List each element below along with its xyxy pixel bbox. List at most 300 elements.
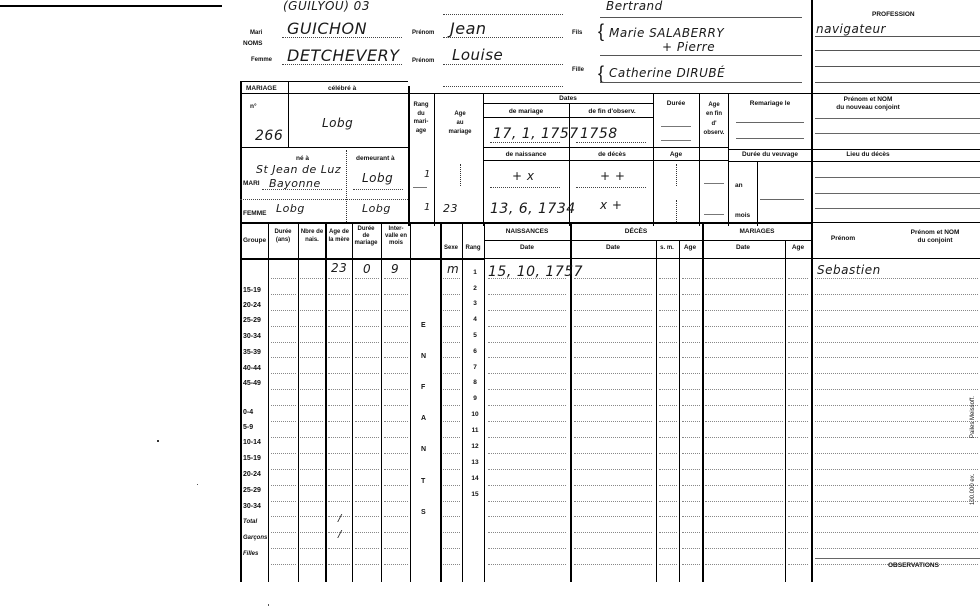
row-rule [384, 342, 408, 343]
mari-age-dots-2 [676, 164, 677, 186]
enfants-letter: A [421, 415, 427, 422]
row-rule [705, 485, 783, 486]
rang-number: 11 [471, 427, 479, 434]
row-rule [488, 389, 566, 390]
rang-number: 3 [473, 300, 477, 307]
groupe-row: 0-4 [243, 409, 254, 416]
row-rule [488, 310, 566, 311]
row-rule [271, 389, 296, 390]
row-rule [488, 469, 566, 470]
fils-line-2 [600, 55, 802, 56]
row-rule [328, 548, 350, 549]
enfants-letter: T [421, 478, 426, 485]
femme-name-line [282, 64, 402, 65]
naissance-label: de naissance [505, 151, 547, 158]
row-rule [443, 437, 460, 438]
row-rule [355, 437, 379, 438]
row-rule [384, 421, 408, 422]
row-rule [355, 326, 379, 327]
groupe-row: 20-24 [243, 471, 261, 478]
remariage-col-left [728, 93, 729, 226]
mariages-head-rule [702, 240, 811, 241]
row-rule [328, 469, 350, 470]
col-deces-date-right [656, 240, 657, 582]
fils-line-1 [600, 17, 802, 18]
row-rule [271, 357, 296, 358]
row-rule [355, 469, 379, 470]
remariage-line-1 [736, 122, 804, 123]
femme-demeure: Lobg [362, 202, 391, 215]
row-rule [355, 294, 379, 295]
row-rule [488, 373, 566, 374]
prenom-femme: Louise [452, 46, 504, 64]
row-rule [682, 564, 700, 565]
groupe-label: Groupe [243, 237, 267, 244]
col-nbre-right [325, 222, 327, 582]
rang-col-label: Rang [465, 245, 481, 251]
row-rule [488, 342, 566, 343]
groupe-row: 15-19 [243, 455, 261, 462]
lower-left-border [240, 222, 242, 582]
col-deces-right [702, 222, 704, 582]
row-rule [788, 501, 808, 502]
row-rule [574, 501, 652, 502]
rang-number: 4 [473, 316, 477, 323]
row-rule [659, 373, 677, 374]
row-rule [659, 437, 677, 438]
naissance-date-value: 15, 10, 1757 [488, 264, 584, 280]
row-rule [815, 342, 978, 343]
row-rule [788, 278, 808, 279]
row-rule [815, 278, 978, 279]
row-rule [788, 548, 808, 549]
row-rule [300, 453, 323, 454]
row-rule [384, 405, 408, 406]
intervalle-value: 9 [391, 262, 400, 276]
row-rule [682, 532, 700, 533]
mariage-mid-rule [240, 147, 408, 148]
groupe-row: 45-49 [243, 380, 261, 387]
mari-demeure-line [353, 189, 403, 190]
prenom-mari-line [443, 37, 563, 38]
top-note: (GUILYOU) 03 [283, 0, 370, 13]
row-rule [384, 453, 408, 454]
row-rule [682, 548, 700, 549]
mari-name: GUICHON [287, 19, 368, 38]
mariage-head-divider [288, 81, 289, 93]
rang-number: 14 [471, 475, 479, 482]
rang-number: 10 [471, 411, 479, 418]
row-rule [659, 532, 677, 533]
row-rule [659, 389, 677, 390]
row-rule [788, 437, 808, 438]
observations-label: OBSERVATIONS [888, 562, 939, 569]
mari-ne: St Jean de Luz [256, 163, 342, 176]
femme-age: 23 [443, 202, 458, 215]
row-rule [488, 421, 566, 422]
row-rule [384, 357, 408, 358]
col-rang-right [484, 222, 485, 582]
row-rule [355, 532, 379, 533]
row-rule [384, 373, 408, 374]
nbre-nais-label: Nbre de nais. [300, 229, 324, 243]
row-rule [355, 485, 379, 486]
date-fin-label: de fin d'observ. [588, 108, 636, 115]
row-rule [355, 342, 379, 343]
row-rule [574, 326, 652, 327]
demeurant-label: demeurant à [356, 155, 395, 162]
sm-label: s. m. [660, 245, 674, 251]
row-rule [443, 342, 460, 343]
date-mariage: 17, 1, 1757 [493, 126, 579, 142]
col-interv-right [410, 222, 411, 582]
prenom-femme-line [443, 64, 563, 65]
row-rule [443, 389, 460, 390]
row-rule [815, 326, 978, 327]
row-rule [488, 453, 566, 454]
row-rule [300, 532, 323, 533]
row-rule [574, 342, 652, 343]
dates-label: Dates [559, 95, 577, 102]
femme-rang: 1 [424, 202, 431, 213]
mari-age-dots [460, 164, 461, 186]
mariage-divider [408, 86, 410, 226]
row-rule [443, 405, 460, 406]
row-rule [384, 516, 408, 517]
printer-credit: Pailes Meissoff. [970, 396, 976, 438]
top-left-rule [0, 5, 222, 7]
row-rule [355, 278, 379, 279]
speck [157, 440, 159, 442]
row-rule [300, 294, 323, 295]
row-rule [788, 310, 808, 311]
naissances-label: NAISSANCES [505, 228, 549, 235]
profession-line-3 [815, 66, 980, 67]
row-rule [574, 278, 652, 279]
row-rule [705, 405, 783, 406]
row-rule [384, 278, 408, 279]
groupe-row: 10-14 [243, 439, 261, 446]
ne-a-label: né à [296, 155, 310, 162]
observations-rule [815, 558, 980, 559]
row-rule [328, 532, 350, 533]
row-rule [705, 548, 783, 549]
row-rule [705, 342, 783, 343]
row-rule [328, 564, 350, 565]
row-rule [355, 564, 379, 565]
row-rule [443, 548, 460, 549]
row-rule [443, 357, 460, 358]
sexe-value: m [447, 262, 460, 276]
groupe-row: 15-19 [243, 287, 261, 294]
femme-deces: x + [600, 198, 623, 212]
groupe-row: 20-24 [243, 302, 261, 309]
row-rule [271, 294, 296, 295]
date-fin: 1758 [580, 126, 618, 142]
row-rule [815, 501, 978, 502]
mari-label: Mari [250, 30, 263, 36]
deces-head-rule [570, 240, 702, 241]
prenom-value: Sebastien [817, 263, 881, 277]
row-rule [574, 405, 652, 406]
conjoint-line-1 [815, 118, 980, 119]
row-rule [659, 469, 677, 470]
row-rule [443, 485, 460, 486]
total-mark: / [338, 513, 342, 524]
row-rule [443, 326, 460, 327]
row-rule [271, 437, 296, 438]
remariage-label: Remariage le [749, 100, 791, 107]
sexe-label: Sexe [443, 245, 459, 251]
duree-label: Durée [666, 100, 686, 107]
groupe-row: 40-44 [243, 365, 261, 372]
row-rule [705, 357, 783, 358]
veuvage-divider [757, 161, 758, 226]
row-rule [488, 501, 566, 502]
row-rule [271, 516, 296, 517]
row-rule [488, 516, 566, 517]
speck [197, 484, 198, 485]
row-rule [271, 469, 296, 470]
duree-tick-1 [661, 126, 691, 127]
row-rule [355, 405, 379, 406]
deces-age-label: Age [683, 244, 697, 251]
row-rule [788, 421, 808, 422]
row-rule [815, 405, 978, 406]
col-enfants-right [440, 222, 442, 582]
rang-number: 12 [471, 443, 479, 450]
row-rule [682, 485, 700, 486]
row-rule [488, 278, 566, 279]
row-rule [300, 421, 323, 422]
row-rule [705, 532, 783, 533]
rang-number: 5 [473, 332, 477, 339]
row-rule [815, 357, 978, 358]
row-rule [443, 501, 460, 502]
age-col-label: Age [669, 151, 683, 158]
row-rule [705, 326, 783, 327]
row-rule [328, 453, 350, 454]
row-rule [488, 548, 566, 549]
row-rule [705, 469, 783, 470]
row-rule [355, 548, 379, 549]
row-rule [815, 469, 978, 470]
row-rule [659, 326, 677, 327]
col-agemere-right [352, 222, 353, 582]
total-row-label: Total [243, 519, 258, 525]
row-rule [815, 421, 978, 422]
row-rule [659, 342, 677, 343]
row-rule [271, 453, 296, 454]
row-rule [271, 278, 296, 279]
row-rule [355, 453, 379, 454]
row2-sub-rule-right [728, 161, 980, 162]
mari-row-label: MARI [243, 180, 260, 187]
row2-top-rule-right [728, 149, 980, 150]
prenom-femme-label: Prénom [412, 58, 435, 64]
date-fin-line [576, 142, 646, 143]
row-rule [788, 326, 808, 327]
lieu-line-3 [815, 208, 980, 209]
row-rule [271, 405, 296, 406]
row-rule [443, 373, 460, 374]
row-rule [271, 564, 296, 565]
ne-demeure-divider [346, 150, 347, 222]
row-rule [328, 437, 350, 438]
row-rule [328, 485, 350, 486]
row-rule [659, 310, 677, 311]
row-rule [300, 389, 323, 390]
row-rule [815, 485, 978, 486]
row-rule [271, 342, 296, 343]
row-rule [300, 310, 323, 311]
row-rule [443, 516, 460, 517]
col-duree-right [298, 222, 299, 582]
intervalle-label: Inter- valle en mois [384, 226, 408, 247]
row-rule [815, 373, 978, 374]
row-rule [300, 278, 323, 279]
mari-deces: + + [600, 169, 626, 183]
mariages-label: MARIAGES [739, 228, 775, 235]
row-rule [271, 326, 296, 327]
row-rule [574, 389, 652, 390]
lieu-line-1 [815, 177, 980, 178]
profession-label: PROFESSION [872, 11, 915, 18]
row-rule [682, 469, 700, 470]
row-rule [488, 564, 566, 565]
row-rule [705, 564, 783, 565]
femme-separator [240, 199, 408, 200]
row-rule [815, 294, 978, 295]
row-rule [705, 294, 783, 295]
mari-rang-line [413, 187, 427, 188]
row-rule [815, 548, 978, 549]
mari-ne-2: Bayonne [269, 177, 321, 190]
header-top-dots [443, 14, 563, 15]
naissance-head-rule [484, 240, 570, 241]
row2-sub-rule [483, 160, 728, 161]
nouveau-conjoint-label: Prénom et NOM du nouveau conjoint [836, 96, 900, 111]
row-rule [659, 564, 677, 565]
profession-line-2 [815, 50, 980, 51]
no-label: n° [250, 103, 257, 110]
femme-row-label: FEMME [243, 210, 267, 217]
row-rule [271, 548, 296, 549]
row-rule [443, 421, 460, 422]
row-rule [682, 516, 700, 517]
row-rule [815, 310, 978, 311]
row-rule [815, 516, 978, 517]
row-rule [300, 516, 323, 517]
age-mere-value: 23 [331, 261, 348, 275]
row-rule [705, 278, 783, 279]
row-rule [300, 501, 323, 502]
fille-line [600, 82, 802, 83]
mariage-numero: 266 [255, 128, 284, 144]
row-rule [788, 485, 808, 486]
row-rule [328, 310, 350, 311]
profession-line-4 [815, 82, 980, 83]
row-rule [788, 516, 808, 517]
row-rule [328, 326, 350, 327]
age-fin-label: Age en fin d' observ. [703, 102, 725, 136]
filles-row-label: Filles [243, 551, 259, 557]
row-rule [574, 548, 652, 549]
col-sm-right [679, 240, 680, 582]
femme-naissance: 13, 6, 1734 [490, 201, 576, 217]
lower-head-bottom-right [484, 258, 980, 259]
row-rule [328, 357, 350, 358]
row-rule [355, 310, 379, 311]
row-rule [659, 278, 677, 279]
row-rule [659, 357, 677, 358]
row-rule [815, 437, 978, 438]
fille-label: Fille [572, 67, 585, 73]
row-rule [355, 421, 379, 422]
groupe-row: 30-34 [243, 333, 261, 340]
row-rule [574, 564, 652, 565]
lieu-line-2 [815, 193, 980, 194]
row-rule [682, 357, 700, 358]
row-rule [271, 421, 296, 422]
col-dureemar-right [381, 222, 382, 582]
rang-number: 2 [473, 285, 477, 292]
row-rule [300, 485, 323, 486]
prenom-mari-label: Prénom [412, 30, 435, 36]
row-rule [705, 453, 783, 454]
prenom-nom-conjoint-label: Prénom et NOM du conjoint [910, 229, 960, 245]
garcons-row-label: Garçons [243, 535, 268, 541]
row-rule [328, 516, 350, 517]
row-rule [659, 485, 677, 486]
row-rule [705, 389, 783, 390]
row-rule [788, 469, 808, 470]
groupe-row: 30-34 [243, 503, 261, 510]
row-rule [384, 437, 408, 438]
prenom-label: Prénom [830, 235, 856, 242]
prenom-mari: Jean [450, 19, 487, 38]
row-rule [271, 501, 296, 502]
row-rule [328, 389, 350, 390]
row-rule [488, 326, 566, 327]
naissance-date-label: Date [519, 244, 535, 251]
rang-number: 9 [473, 395, 477, 402]
row-rule [659, 453, 677, 454]
mariage-no-divider [288, 93, 289, 147]
row-rule [271, 532, 296, 533]
row-rule [300, 469, 323, 470]
duree-mariage-label: Durée de mariage [354, 226, 378, 247]
mariage-head-bottom [240, 93, 408, 94]
row-rule [682, 373, 700, 374]
row-rule [659, 294, 677, 295]
row-rule [788, 564, 808, 565]
dates-head-bottom [483, 117, 653, 118]
print-run: 100.000 ex. [970, 473, 976, 505]
row-rule [488, 485, 566, 486]
row-rule [659, 516, 677, 517]
duree-ans-label: Durée (ans) [274, 229, 292, 243]
row-rule [682, 453, 700, 454]
row-rule [659, 501, 677, 502]
mariage-top-rule-2 [408, 93, 980, 94]
femme-age-fin-line [704, 214, 724, 215]
row-rule [384, 469, 408, 470]
row-rule [705, 516, 783, 517]
row-rule [300, 326, 323, 327]
garcons-mark: / [338, 529, 342, 540]
duree-veuvage-label: Durée du veuvage [742, 151, 798, 158]
